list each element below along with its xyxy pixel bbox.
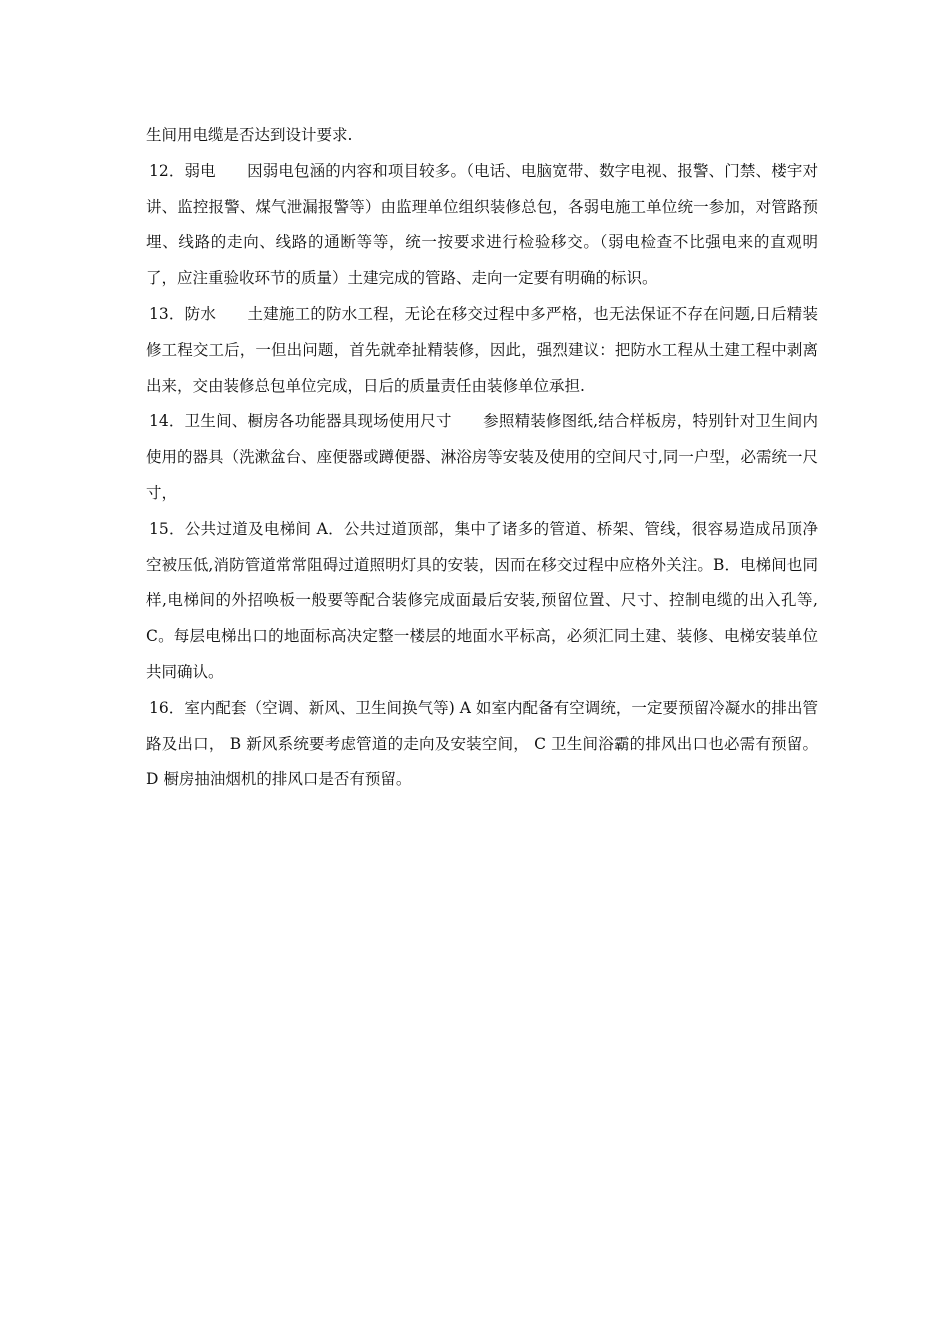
document-page: [146, 118, 818, 798]
paragraph-item-13-waterproofing: 13．防水 土建施工的防水工程，无论在移交过程中多严格，也无法保证不存在问题,日后精装修工程交工后，一但出问题，首先就牵扯精装修，因此，强烈建议：把防水工程从土建工程中剥离出来，交由装修总包单位完成，日后的质量责任由装修单位承担.: [146, 304, 818, 395]
paragraph-continuation: 生间用电缆是否达到设计要求.: [146, 126, 353, 144]
paragraph-item-12-weak-current: 12．弱电 因弱电包涵的内容和项目较多。（电话、电脑宽带、数字电视、报警、门禁、楼宇对讲、监控报警、煤气泄漏报警等）由监理单位组织装修总包，各弱电施工单位统一参加，对管路预埋、线路的走向、线路的通断等等，统一按要求进行检验移交。（弱电检查不比强电来的直观明了，应注重验收环节的质量）土建完成的管路、走向一定要有明确的标识。: [146, 161, 818, 288]
paragraph-item-14-bathroom-kitchen: 14．卫生间、橱房各功能器具现场使用尺寸 参照精装修图纸,结合样板房，特别针对卫生间内使用的器具（洗漱盆台、座便器或蹲便器、淋浴房等安装及使用的空间尺寸,同一户型，必需统一尺寸，: [146, 412, 818, 502]
paragraph-item-16-indoor-facilities: 16．室内配套（空调、新风、卫生间换气等) A 如室内配备有空调统，一定要预留冷凝水的排出管路及出口， B 新风系统要考虑管道的走向及安装空间， C 卫生间浴霸的排风出口也必需有预留。 D 橱房抽油烟机的排风口是否有预留。: [146, 698, 818, 789]
paragraph-item-15-corridor-elevator: 15．公共过道及电梯间 A．公共过道顶部，集中了诸多的管道、桥架、管线，很容易造成吊顶净空被压低,消防管道常常阻碍过道照明灯具的安装，因而在移交过程中应格外关注。B．电梯间也同样,电梯间的外招唤板一般要等配合装修完成面最后安装,预留位置、尺寸、控制电缆的出入孔等, C。每层电梯出口的地面标高决定整一楼层的地面水平标高，必须汇同土建、装修、电梯安装单位共同确认。: [146, 519, 818, 681]
